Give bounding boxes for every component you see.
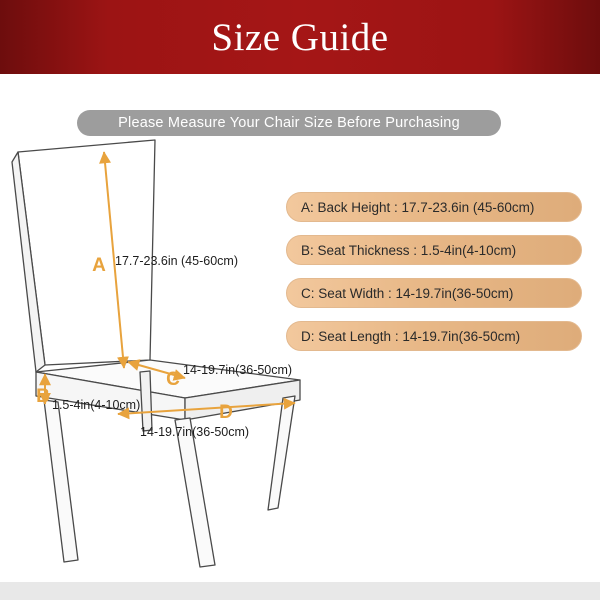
legend-item-label: A: Back Height : 17.7-23.6in (45-60cm) <box>301 199 535 215</box>
dimension-a-letter: A <box>92 255 106 276</box>
legend-item-label: C: Seat Width : 14-19.7in(36-50cm) <box>301 285 514 301</box>
bottom-strip <box>0 582 600 600</box>
chair-leg-rear-left <box>140 371 152 431</box>
dimension-b-letter: B <box>36 386 50 407</box>
dimension-a-label: 17.7-23.6in (45-60cm) <box>115 254 238 268</box>
dimension-d-label: 14-19.7in(36-50cm) <box>140 425 250 439</box>
page-title: Size Guide <box>211 15 389 59</box>
subtitle-text: Please Measure Your Chair Size Before Purchasing <box>118 115 460 131</box>
legend-item-label: B: Seat Thickness : 1.5-4in(4-10cm) <box>301 242 517 258</box>
dimension-b-label: 1.5-4in(4-10cm) <box>52 398 141 412</box>
chair-leg-front-right <box>175 418 215 567</box>
dimension-d-letter: D <box>219 402 233 423</box>
chair-outline <box>12 140 300 567</box>
chair-leg-rear-right <box>268 396 295 510</box>
legend-item-label: D: Seat Length : 14-19.7in(36-50cm) <box>301 328 521 344</box>
chair-leg-front-left <box>44 400 78 562</box>
dimension-c-letter: C <box>166 369 180 390</box>
dimension-c-label: 14-19.7in(36-50cm) <box>183 363 293 377</box>
